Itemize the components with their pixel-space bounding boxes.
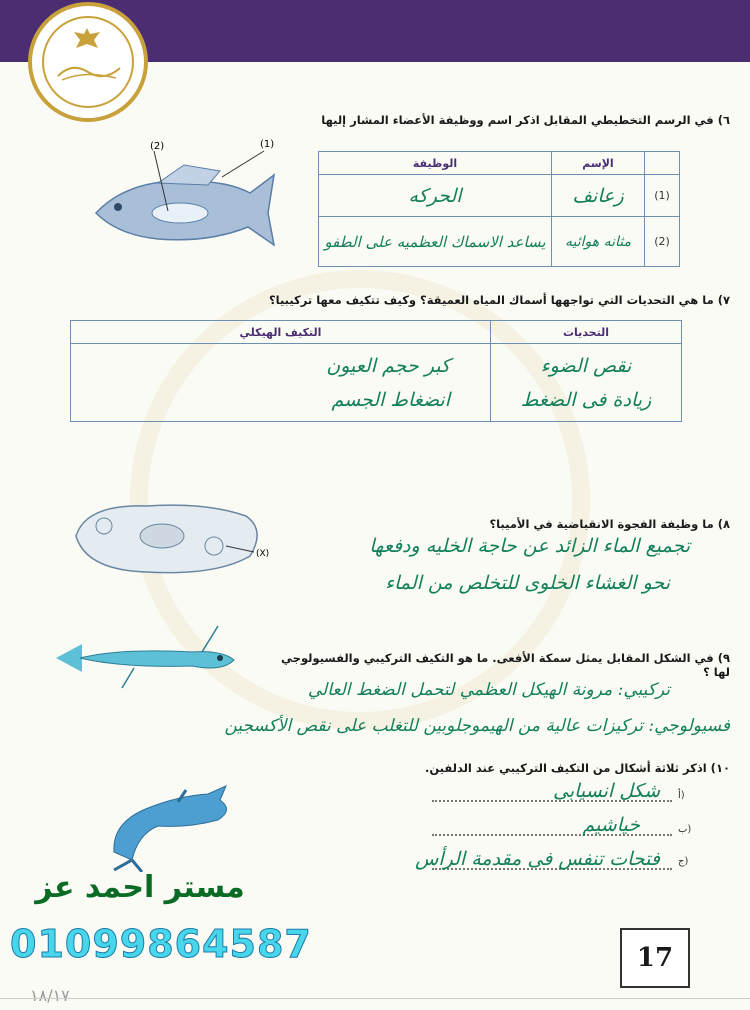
- q10-answer-a: شكل انسيابى: [552, 780, 660, 802]
- signature-phone: 01099864587: [10, 922, 312, 966]
- question-7: ٧) ما هي التحديات التي تواجهها أسماك المياه العميقة؟ وكيف تتكيف معها تركيبيا؟: [268, 293, 730, 307]
- q6-table: [318, 151, 680, 267]
- calligraphy-mark: [54, 60, 124, 82]
- q8-answer-line-1: تجميع الماء الزائد عن حاجة الخليه ودفعها: [369, 535, 690, 557]
- bottom-divider: [0, 998, 750, 999]
- question-8: ٨) ما وظيفة الفجوة الانقباضية في الأميبا؟: [489, 517, 730, 531]
- row-number: (1): [645, 175, 680, 217]
- q10-letter-c: ج): [678, 856, 689, 867]
- row-number: (2): [645, 217, 680, 267]
- eagle-emblem-icon: [70, 26, 104, 56]
- q9-answer-line-1: تركيبي: مرونة الهيكل العظمي لتحمل الضغط العالي: [307, 680, 670, 700]
- q10-answer-c: فتحات تنفس فى مقدمة الرأس: [415, 848, 660, 870]
- question-10: ١٠) اذكر ثلاثة أشكال من التكيف التركيبي عند الدلفين.: [424, 761, 730, 775]
- fish-label-1: (1): [260, 139, 275, 150]
- q7-table: [70, 320, 682, 422]
- header-name: الإسم: [552, 152, 645, 175]
- q10-letter-b: ب): [678, 824, 692, 835]
- adaptation-item: انضغاط الجسم: [331, 388, 450, 411]
- adaptation-item: كبر حجم العيون: [326, 354, 450, 377]
- fish-label-2: (2): [150, 141, 165, 152]
- question-9: ٩) في الشكل المقابل يمثل سمكة الأفعى. ما هو التكيف التركيبي والفسيولوجي لها ؟: [281, 651, 730, 679]
- dolphin-diagram: [108, 782, 238, 872]
- header-challenges: التحديات: [491, 321, 682, 344]
- q10-letter-a: أ): [678, 790, 685, 801]
- challenge-item: نقص الضوء: [540, 354, 632, 377]
- q8-answer-line-2: نحو الغشاء الخلوى للتخلص من الماء: [385, 572, 670, 594]
- organ-function: يساعد الاسماك العظميه على الطفو: [319, 217, 552, 267]
- amoeba-diagram: [66, 496, 286, 580]
- organ-name: مثانه هوائيه: [552, 217, 645, 267]
- q9-answer-line-2: فسيولوجي: تركيزات عالية من الهيموجلوبين للتغلب على نقص الأكسجين: [224, 716, 730, 736]
- organ-name: زعانف: [552, 175, 645, 217]
- challenge-item: زيادة فى الضغط: [520, 388, 652, 411]
- fish-diagram: [88, 135, 278, 260]
- header-adaptation: التكيف الهيكلي: [71, 321, 491, 344]
- header-function: الوظيفة: [319, 152, 552, 175]
- question-6: ٦) في الرسم التخطيطي المقابل اذكر اسم ووظيفة الأعضاء المشار إليها: [321, 113, 730, 127]
- organ-function: الحركه: [319, 175, 552, 217]
- viperfish-diagram: [52, 622, 262, 694]
- amoeba-marker: (X): [256, 549, 270, 559]
- ministry-logo: [28, 2, 148, 122]
- page-number: 17: [620, 928, 690, 988]
- page-stamp: ١٨/١٧: [30, 986, 70, 1005]
- q10-answer-b: خياشيم: [582, 814, 640, 836]
- signature-name: مستر احمد عز: [35, 870, 245, 905]
